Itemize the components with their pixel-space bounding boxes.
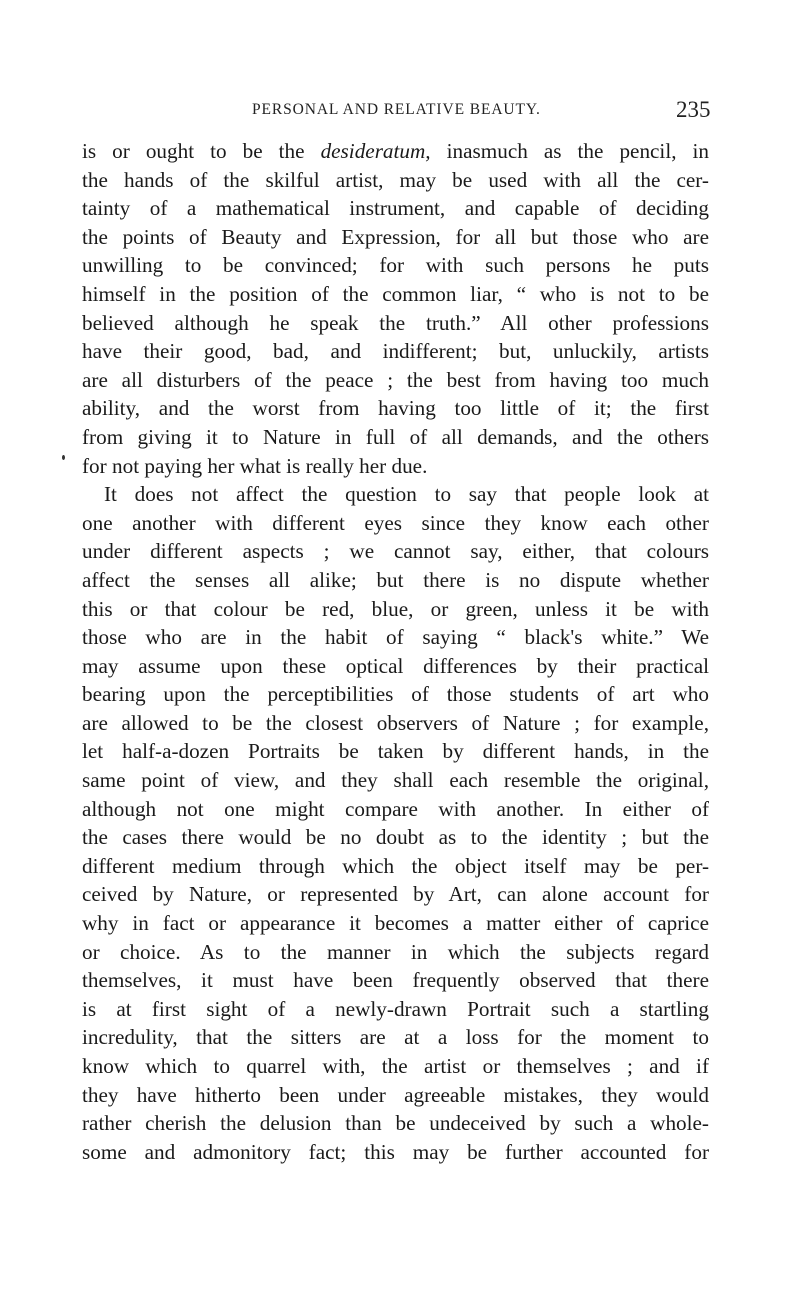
text-line: one another with different eyes since they know each other <box>82 510 709 535</box>
text-line: is or ought to be the desideratum, inasmuch as the pencil, in <box>82 139 709 163</box>
text-line: different medium through which the object itself may be per- <box>82 853 709 878</box>
text-line: ceived by Nature, or represented by Art, can alone account for <box>82 882 709 907</box>
text-line: believed although he speak the truth.” All other professions <box>82 310 709 335</box>
text-line: himself in the position of the common liar, “ who is not to be <box>82 281 709 306</box>
text-line: are allowed to be the closest observers of Nature ; for example, <box>82 710 709 735</box>
text-line: the cases there would be no doubt as to the identity ; but the <box>82 825 709 850</box>
text-line: from giving it to Nature in full of all demands, and the others <box>82 424 709 449</box>
text-line: rather cherish the delusion than be undeceived by such a whole- <box>82 1111 709 1136</box>
print-speck <box>62 455 65 460</box>
text-line: are all disturbers of the peace ; the best from having too much <box>82 367 709 392</box>
text-line: let half-a-dozen Portraits be taken by different hands, in the <box>82 739 709 764</box>
running-title: PERSONAL AND RELATIVE BEAUTY. <box>252 101 541 118</box>
running-head <box>0 90 800 130</box>
text-line: may assume upon these optical differences by their practical <box>82 653 709 678</box>
text-line: tainty of a mathematical instrument, and capable of deciding <box>82 196 709 221</box>
text-line: some and admonitory fact; this may be further accounted for <box>82 1139 709 1164</box>
paragraph-start-line: It does not affect the question to say that people look at <box>104 482 709 507</box>
text-line: they have hitherto been under agreeable mistakes, they would <box>82 1082 709 1107</box>
text-line: know which to quarrel with, the artist or themselves ; and if <box>82 1054 709 1078</box>
text-line: is at first sight of a newly-drawn Portrait such a startling <box>82 996 709 1021</box>
text-line: this or that colour be red, blue, or green, unless it be with <box>82 596 709 621</box>
text-line: or choice. As to the manner in which the subjects regard <box>82 939 709 964</box>
text-line: affect the senses all alike; but there is no dispute whether <box>82 567 709 592</box>
italic-term: desideratum, <box>320 139 431 163</box>
text-line: incredulity, that the sitters are at a loss for the moment to <box>82 1025 709 1050</box>
text-line: the hands of the skilful artist, may be used with all the cer- <box>82 167 709 192</box>
text-line: unwilling to be convinced; for with such persons he puts <box>82 253 709 278</box>
text-line: bearing upon the perceptibilities of those students of art who <box>82 682 709 707</box>
text-line: those who are in the habit of saying “ black's white.” We <box>82 625 709 650</box>
text-line: have their good, bad, and indifferent; but, unluckily, artists <box>82 339 709 364</box>
text-line: ability, and the worst from having too little of it; the first <box>82 396 709 421</box>
body-text <box>82 137 709 1166</box>
paragraph-end-line: for not paying her what is really her due. <box>82 453 428 478</box>
text-line: themselves, it must have been frequently observed that there <box>82 968 709 993</box>
text-line: although not one might compare with another. In either of <box>82 796 709 821</box>
page-number: 235 <box>676 97 711 122</box>
text-line: under different aspects ; we cannot say, either, that colours <box>82 539 709 564</box>
text-line: same point of view, and they shall each resemble the original, <box>82 768 709 793</box>
text-line: why in fact or appearance it becomes a matter either of caprice <box>82 911 709 936</box>
text-line: the points of Beauty and Expression, for all but those who are <box>82 224 709 249</box>
